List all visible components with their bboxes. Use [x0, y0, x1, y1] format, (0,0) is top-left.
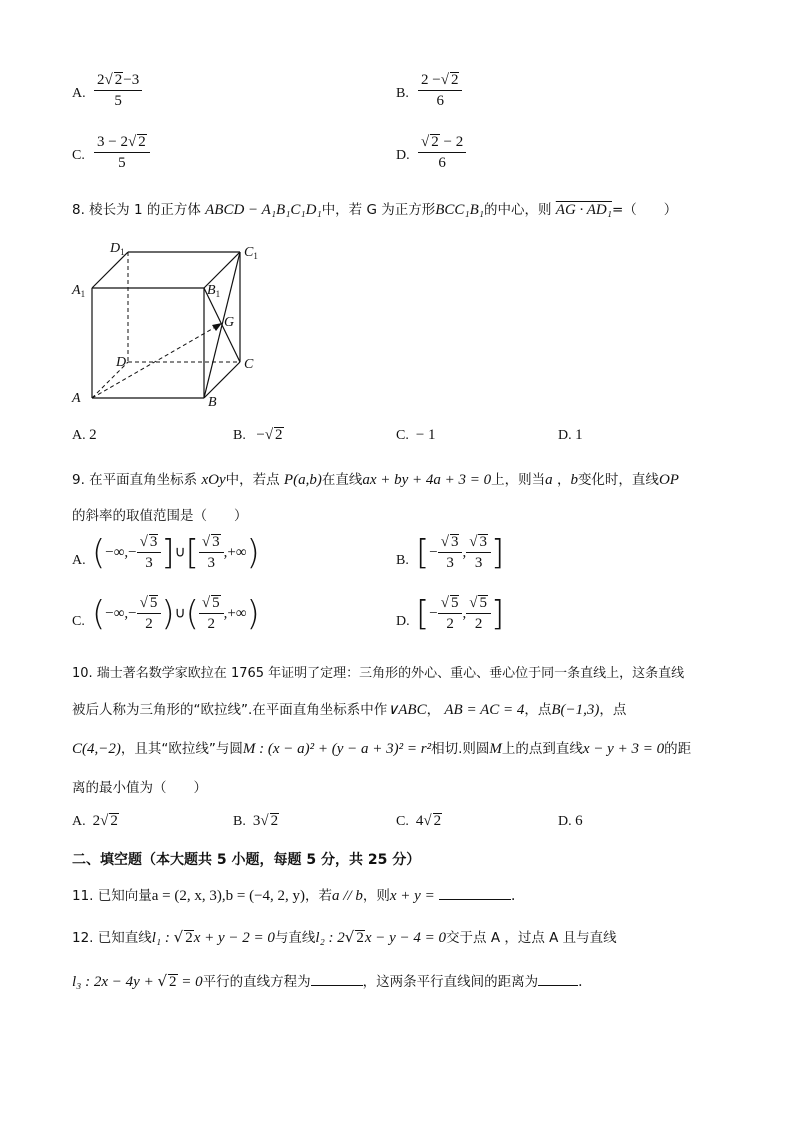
q10-stem-line1: 10. 瑞士著名数学家欧拉在 1765 年证明了定理：三角形的外心、重心、垂心位于同一条直线上，这条直线 [72, 666, 685, 681]
q10-option-b: B. 3√ 2 [233, 813, 279, 829]
q8-stem: 8. 棱长为 1 的正方体 ABCD − A₁B₁C₁D₁中，若 G 为正方形BCC₁B₁的中心，则 AG · AD₁=（ ） [72, 202, 678, 218]
q12-stem-line1: 12. 已知直线l₁ : √ 2x + y − 2 = 0与直线l₂ : 2√ 2x − y − 4 = 0交于点 A ，过点 A 且与直线 [72, 928, 617, 946]
q9-option-d-value: [− $\frac{√ 5}{2}$ , $\frac{√ 5}{2}$ ] [416, 594, 505, 634]
label-a: A [72, 391, 81, 406]
label-b1: $B_1$ [207, 283, 221, 299]
q8-option-a: A. 2 [72, 427, 97, 443]
q7-option-b-label: B. [396, 86, 409, 101]
label-a1: $A_1$ [72, 283, 86, 299]
q10-stem-line4: 离的最小值为（ ） [72, 780, 207, 796]
q12-answer-blank-1[interactable] [311, 985, 363, 986]
q7-option-a-value: $\frac{2√ 2-3}{5}$ [94, 72, 142, 110]
q9-option-c-label: C. [72, 614, 85, 629]
q9-option-b-value: [− $\frac{√ 3}{3}$ , $\frac{√ 3}{3}$ ] [416, 533, 505, 573]
q9-option-c-value: (−∞,− $\frac{√ 5}{2}$ )∪( $\frac{√ 5}{2}$ ,+∞) [92, 594, 260, 634]
q12-stem-line2: l₃ : 2x − 4y + √ 2 = 0平行的直线方程为 ，这两条平行直线间的距离为 . [72, 972, 583, 990]
q10-option-c: C. 4√ 2 [396, 813, 442, 829]
cube-figure [68, 234, 268, 410]
q11-stem: 11. 已知向量a = (2, x, 3),b = (−4, 2, y)，若a // b，则x + y = . [72, 888, 516, 904]
q8-option-c: C. − 1 [396, 427, 436, 443]
q9-option-d-label: D. [396, 614, 410, 629]
q9-option-a-value: (−∞,− $\frac{√ 3}{3}$ ]∪[ $\frac{√ 3}{3}$ ,+∞) [92, 533, 260, 573]
label-d1: $D_1$ [110, 241, 125, 257]
q10-stem-line3: C(4,−2)，且其“欧拉线”与圆M : (x − a)² + (y − a + 3)² = r²相切.则圆M上的点到直线x − y + 3 = 0的距 [72, 741, 692, 757]
q7-option-a-label: A. [72, 86, 86, 101]
edge-bc [204, 362, 240, 398]
label-c: C [244, 357, 254, 372]
q9-stem-line2: 的斜率的取值范围是（ ） [72, 508, 248, 524]
q7-option-c-value: $\frac{3 - 2√ 2}{5}$ [94, 134, 150, 172]
q8-option-b: B. −√ 2 [233, 427, 283, 443]
q9-option-a-label: A. [72, 553, 86, 568]
q12-answer-blank-2[interactable] [538, 985, 578, 986]
q7-option-d-value: $\frac{√ 2 - 2}{6}$ [418, 134, 466, 172]
section-2-heading: 二、填空题（本大题共 5 小题，每题 5 分，共 25 分） [72, 852, 421, 868]
q7-option-c-label: C. [72, 148, 85, 163]
q10-option-d: D. 6 [558, 813, 583, 829]
q9-option-b-label: B. [396, 553, 409, 568]
q8-option-d: D. 1 [558, 427, 583, 443]
label-d: D [116, 355, 127, 370]
q7-option-d-label: D. [396, 148, 410, 163]
edge-a1d1 [92, 252, 128, 288]
q10-option-a: A. 2√ 2 [72, 813, 118, 829]
q9-stem-line1: 9. 在平面直角坐标系 xOy中，若点 P(a,b)在直线ax + by + 4a + 3 = 0上，则当a ，b变化时，直线OP [72, 472, 679, 488]
q10-stem-line2: 被后人称为三角形的“欧拉线”.在平面直角坐标系中作∨ABC， AB = AC = 4，点B(−1,3)，点 [72, 702, 627, 718]
q11-answer-blank[interactable] [439, 899, 511, 900]
label-g: G [224, 315, 235, 330]
label-c1: $C_1$ [244, 245, 258, 261]
q7-option-b-value: $\frac{2 -√ 2}{6}$ [418, 72, 462, 110]
label-b: B [208, 395, 217, 410]
diag-b1c [204, 288, 240, 362]
